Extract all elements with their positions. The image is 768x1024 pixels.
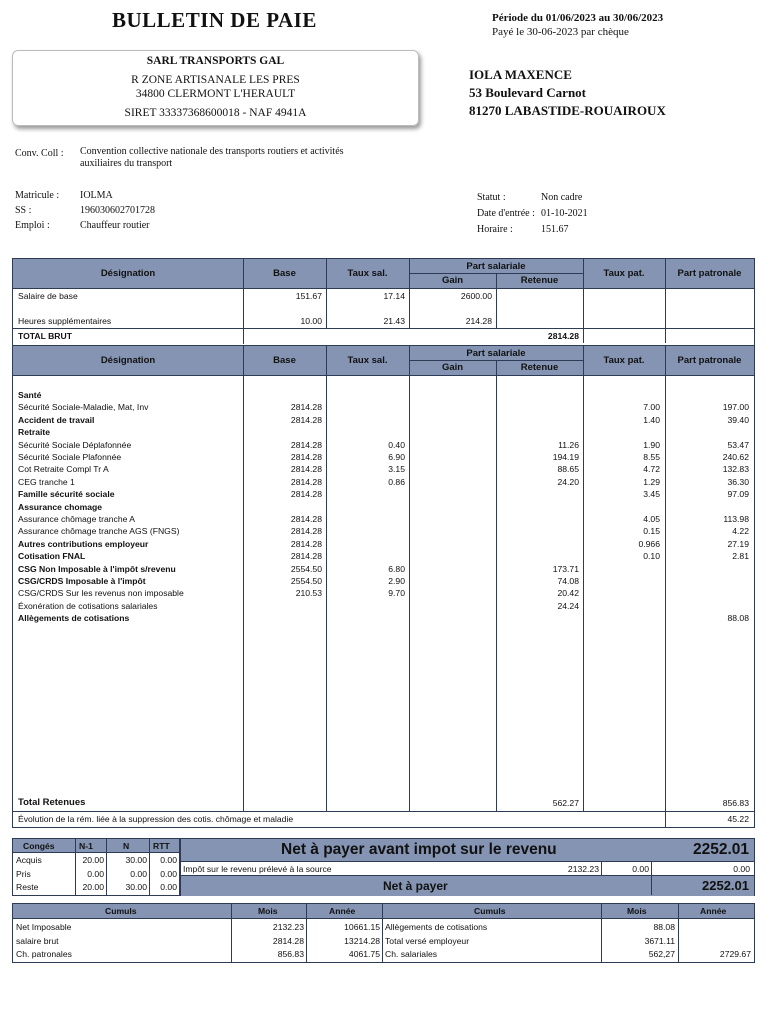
cumul-label: Ch. patronales — [16, 949, 72, 959]
cumul-annee: 4061.75 — [348, 949, 380, 959]
row-label: CSG/CRDS Sur les revenus non imposable — [18, 588, 184, 599]
row-label: Famille sécurité sociale — [18, 489, 115, 500]
col-divider — [601, 861, 602, 875]
row-base: 2814.28 — [290, 514, 322, 524]
row-label: Allègements de cotisations — [18, 613, 130, 624]
conges-n1: 20.00 — [82, 882, 104, 892]
col-divider — [382, 904, 383, 962]
row-label: Sécurité Sociale-Maladie, Mat, Inv — [18, 402, 149, 413]
row-divider — [13, 328, 754, 329]
header-part-patronale: Part patronale — [677, 355, 742, 366]
row-ppat: 197.00 — [722, 402, 749, 413]
col-divider — [243, 259, 244, 328]
row-label: Heures supplémentaires — [18, 316, 112, 326]
conges-rtt: 0.00 — [160, 882, 177, 892]
col-divider — [326, 259, 327, 328]
row-tpat: 3.45 — [643, 489, 660, 500]
row-ppat: 4.22 — [732, 526, 749, 537]
row-tpat: 0.15 — [643, 526, 660, 537]
net-box — [180, 838, 755, 896]
col-divider — [583, 259, 584, 343]
conges-row-label: Reste — [16, 882, 39, 892]
payslip-table — [12, 258, 755, 828]
row-tpat: 1.40 — [643, 414, 660, 425]
period-label: Période du — [492, 12, 544, 24]
row-base: 151.67 — [295, 291, 322, 301]
conges-row-label: Acquis — [16, 855, 42, 865]
matricule-label: Matricule : — [15, 190, 60, 201]
matricule-value: IOLMA — [80, 190, 113, 201]
row-label: Sécurité Sociale Plafonnée — [18, 452, 122, 462]
row-taux: 0.40 — [388, 439, 405, 450]
row-tpat: 4.05 — [643, 514, 660, 524]
cumul-mois: 2132.23 — [272, 922, 304, 932]
conges-rtt: 0.00 — [160, 869, 177, 879]
horaire-label: Horaire : — [477, 224, 513, 235]
table-row — [13, 563, 754, 575]
col-divider — [409, 259, 410, 328]
row-base: 2814.28 — [290, 538, 322, 549]
cumul-label: Allègements de cotisations — [385, 922, 488, 932]
row-ppat: 39.40 — [727, 414, 749, 425]
row-ret: 24.24 — [557, 600, 579, 611]
row-taux: 6.80 — [388, 563, 405, 574]
table-row — [13, 525, 754, 537]
row-ret: 11.26 — [558, 439, 579, 450]
table-header-1 — [13, 259, 754, 289]
net-payer-value: 2252.01 — [702, 878, 749, 893]
table-row — [13, 488, 754, 500]
company-box — [12, 50, 419, 126]
entree-value: 01-10-2021 — [541, 208, 588, 219]
table-row — [13, 426, 754, 438]
col-divider — [651, 861, 652, 875]
header-gain: Gain — [441, 274, 464, 286]
period-start: 01/06/2023 — [545, 12, 596, 24]
conges-header-rtt: RTT — [153, 841, 170, 851]
row-label: Éxonération de cotisations salariales — [18, 600, 158, 611]
row-tpat: 0.966 — [638, 538, 660, 549]
row-taux: 9.70 — [388, 588, 405, 599]
row-tpat: 0.10 — [643, 551, 660, 562]
table-row — [13, 513, 754, 525]
horaire-value: 151.67 — [541, 224, 569, 235]
row-base: 10.00 — [300, 316, 322, 326]
row-label: Cot Retraite Compl Tr A — [18, 464, 109, 475]
row-ppat: 240.62 — [722, 452, 749, 462]
ss-value: 196030602701728 — [80, 205, 155, 216]
header-designation: Désignation — [100, 355, 156, 366]
row-label: Salaire de base — [18, 291, 78, 301]
row-gain: 214.28 — [465, 316, 492, 326]
row-label: Accident de travail — [18, 414, 95, 425]
cumuls-table — [12, 903, 755, 963]
contribution-rows — [13, 389, 754, 789]
impot-montant: 0.00 — [733, 864, 750, 874]
company-address-2: 34800 CLERMONT L'HERAULT — [135, 88, 296, 100]
table-row — [13, 600, 754, 612]
statut-value: Non cadre — [541, 192, 583, 203]
cumul-mois: 2814.28 — [272, 936, 304, 946]
row-label: CEG tranche 1 — [18, 476, 75, 487]
row-gain: 2600.00 — [460, 291, 492, 301]
header-retenue: Retenue — [520, 361, 559, 373]
conges-n1: 20.00 — [82, 855, 104, 865]
company-name: SARL TRANSPORTS GAL — [146, 55, 285, 67]
table-row — [13, 550, 754, 562]
row-label: Retraite — [18, 427, 50, 438]
header-base: Base — [273, 355, 296, 366]
row-tpat: 7.00 — [643, 402, 660, 413]
row-taux: 0.86 — [388, 476, 405, 487]
cumul-annee: 10661.15 — [344, 922, 380, 932]
table-row — [13, 463, 754, 475]
table-row — [13, 451, 754, 463]
employee-city: 81270 LABASTIDE-ROUAIROUX — [469, 103, 666, 118]
table-row — [13, 389, 754, 401]
table-row — [13, 290, 754, 302]
row-taux: 2.90 — [388, 576, 405, 586]
row-label: Assurance chomage — [18, 501, 103, 512]
row-label: Assurance chômage tranche A — [18, 514, 136, 524]
cumul-mois: 88.08 — [653, 922, 675, 932]
col-divider — [583, 345, 584, 811]
row-tpat: 8.55 — [643, 452, 660, 462]
employee-name: IOLA MAXENCE — [469, 67, 572, 82]
row-ret: 24.20 — [557, 476, 579, 487]
total-retenues-label: Total Retenues — [18, 797, 86, 808]
statut-label: Statut : — [477, 192, 506, 203]
row-label: Assurance chômage tranche AGS (FNGS) — [18, 526, 180, 537]
total-brut-label: TOTAL BRUT — [18, 331, 72, 341]
row-ppat: 53.47 — [727, 439, 749, 450]
table-row — [13, 575, 754, 587]
table-row — [13, 501, 754, 513]
col-divider — [409, 345, 410, 811]
row-ppat: 113.98 — [723, 514, 749, 524]
row-label: Sécurité Sociale Déplafonnée — [18, 439, 132, 450]
impot-label: Impôt sur le revenu prélevé à la source — [183, 864, 332, 874]
status-values — [541, 190, 588, 238]
header-part-patronale: Part patronale — [677, 268, 742, 279]
row-base: 2554.50 — [290, 576, 322, 586]
table-header-2 — [13, 345, 754, 376]
header-base: Base — [273, 268, 296, 279]
row-ret: 173.71 — [552, 563, 579, 574]
row-label: Cotisation FNAL — [18, 551, 86, 562]
header-part-salariale: Part salariale — [466, 260, 526, 272]
impot-base: 2132.23 — [567, 864, 599, 874]
col-divider — [651, 875, 652, 895]
row-label: Autres contributions employeur — [18, 538, 149, 549]
col-divider — [243, 328, 244, 344]
row-tpat: 4.72 — [643, 464, 660, 475]
row-tpat: 1.29 — [643, 476, 660, 487]
ss-label: SS : — [15, 205, 32, 216]
impot-taux: 0.00 — [632, 864, 649, 874]
row-divider — [13, 811, 754, 812]
net-avant-value: 2252.01 — [692, 841, 749, 858]
entree-label: Date d'entrée : — [477, 208, 535, 219]
emploi-value: Chauffeur routier — [80, 220, 150, 231]
row-label: CSG/CRDS Imposable à l'impôt — [18, 576, 146, 586]
header-taux-sal: Taux sal. — [347, 268, 388, 279]
row-base: 2814.28 — [290, 464, 322, 475]
row-taux: 6.90 — [388, 452, 405, 462]
row-base: 2814.28 — [290, 452, 322, 462]
table-row — [13, 315, 754, 327]
cumul-label: salaire brut — [16, 936, 59, 946]
cumul-annee: 13214.28 — [344, 936, 380, 946]
employee-address — [469, 66, 666, 120]
convention-line-2: auxiliaires du transport — [80, 158, 173, 169]
table-row — [13, 414, 754, 426]
row-ret: 88.65 — [557, 464, 579, 475]
table-row — [13, 476, 754, 488]
identity-values — [80, 188, 155, 233]
cumul-mois: 856.83 — [277, 949, 304, 959]
row-label: Santé — [18, 390, 42, 400]
document-title: BULLETIN DE PAIE — [112, 8, 317, 32]
cumul-mois: 3671.11 — [644, 936, 675, 946]
row-tpat: 1.90 — [643, 439, 660, 450]
row-ppat: 36.30 — [727, 476, 749, 487]
row-base: 2814.28 — [290, 526, 322, 537]
total-retenues-row — [13, 797, 754, 809]
cumul-mois: 562,27 — [648, 949, 675, 959]
conges-n: 30.00 — [125, 882, 147, 892]
table-row — [13, 538, 754, 550]
evolution-value: 45.22 — [727, 814, 749, 824]
col-divider — [243, 345, 244, 811]
conges-header-n1: N-1 — [79, 841, 93, 851]
row-taux: 3.15 — [388, 464, 405, 475]
cumuls-header-annee: Année — [700, 906, 727, 916]
status-labels — [477, 190, 535, 238]
header-retenue: Retenue — [520, 274, 559, 286]
payment-date: Payé le 30-06-2023 par chèque — [492, 26, 629, 38]
conges-n: 30.00 — [125, 855, 147, 865]
row-base: 2814.28 — [290, 551, 322, 562]
col-divider — [496, 288, 497, 328]
row-base: 2814.28 — [290, 476, 322, 487]
conges-n: 0.00 — [130, 869, 147, 879]
row-ret: 20.42 — [557, 588, 579, 599]
header-taux-pat: Taux pat. — [603, 268, 645, 279]
evolution-row — [13, 813, 754, 825]
header-designation: Désignation — [100, 268, 156, 279]
header-taux-sal: Taux sal. — [347, 355, 388, 366]
conges-rtt: 0.00 — [160, 855, 177, 865]
header-divider — [496, 360, 497, 375]
header-gain: Gain — [441, 361, 464, 373]
row-ret: 74.08 — [557, 576, 579, 586]
total-retenues-value: 562.27 — [552, 798, 579, 808]
company-address-1: R ZONE ARTISANALE LES PRES — [131, 74, 300, 86]
cumul-annee: 2729.67 — [719, 949, 751, 959]
evolution-label: Évolution de la rém. liée à la suppression des cotis. chômage et maladie — [18, 814, 294, 824]
total-patronale-value: 856.83 — [722, 798, 749, 808]
emploi-label: Emploi : — [15, 220, 50, 231]
row-base: 2554.50 — [290, 563, 322, 574]
cumul-label: Ch. salariales — [385, 949, 438, 959]
total-brut-value: 2814.28 — [547, 331, 579, 341]
cumuls-header-mois: Mois — [258, 906, 278, 916]
cumuls-header-mois: Mois — [627, 906, 647, 916]
row-ppat: 2.81 — [732, 551, 749, 562]
conges-header-label: Congés — [23, 841, 55, 851]
col-divider — [496, 374, 497, 811]
conges-header-n: N — [123, 841, 130, 851]
pay-period — [492, 11, 663, 39]
identity-labels — [15, 188, 59, 233]
row-taux: 21.43 — [383, 316, 405, 326]
net-payer-label: Net à payer — [383, 879, 448, 893]
header-taux-pat: Taux pat. — [603, 355, 645, 366]
row-ppat: 88.08 — [727, 613, 749, 624]
row-base: 210.53 — [295, 588, 322, 599]
conges-n1: 0.00 — [87, 869, 104, 879]
cumul-label: Net Imposable — [16, 922, 72, 932]
table-row — [13, 439, 754, 451]
period-sep: au — [598, 12, 611, 24]
col-divider — [665, 259, 666, 343]
row-label: CSG Non Imposable à l'impôt s/revenu — [18, 563, 176, 574]
row-base: 2814.28 — [290, 402, 322, 413]
net-avant-label: Net à payer avant impot sur le revenu — [281, 841, 557, 858]
cumuls-header-label: Cumuls — [105, 906, 137, 916]
cumuls-header-label: Cumuls — [474, 906, 506, 916]
row-base: 2814.28 — [290, 439, 322, 450]
row-taux: 17.14 — [383, 291, 405, 301]
conges-table — [12, 838, 180, 896]
table-row — [13, 612, 754, 624]
cumul-label: Total versé employeur — [385, 936, 470, 946]
company-siret: SIRET 33337368600018 - NAF 4941A — [124, 107, 307, 119]
convention-text — [80, 146, 420, 170]
employee-street: 53 Boulevard Carnot — [469, 85, 586, 100]
row-base: 2814.28 — [290, 489, 322, 500]
table-row — [13, 587, 754, 599]
convention-label: Conv. Coll : — [15, 148, 64, 159]
convention-line-1: Convention collective nationale des transports routiers et activités — [80, 146, 344, 157]
conges-row-label: Pris — [16, 869, 31, 879]
row-base: 2814.28 — [290, 414, 322, 425]
row-ret: 194.19 — [552, 452, 579, 462]
col-divider — [665, 345, 666, 827]
period-end: 30/06/2023 — [613, 12, 664, 24]
row-ppat: 27.19 — [727, 538, 749, 549]
header-part-salariale: Part salariale — [466, 347, 526, 359]
header-divider — [496, 273, 497, 288]
cumuls-header-annee: Année — [329, 906, 356, 916]
col-divider — [326, 345, 327, 811]
table-row — [13, 401, 754, 413]
row-ppat: 132.83 — [722, 464, 749, 475]
total-brut-row — [13, 330, 754, 342]
row-ppat: 97.09 — [727, 489, 749, 500]
